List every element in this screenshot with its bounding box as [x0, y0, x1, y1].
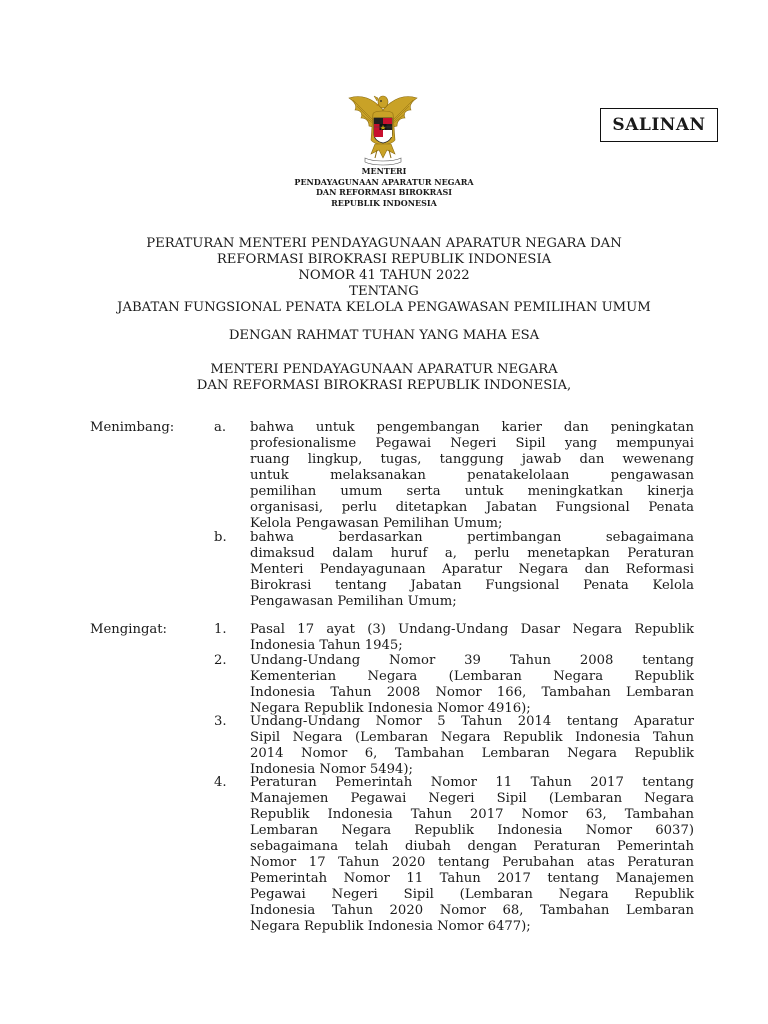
item-marker: 3.	[214, 714, 227, 729]
title-line: TENTANG	[349, 284, 419, 299]
text-line: Kementerian Negara (Lembaran Negara Republik	[250, 669, 694, 684]
issuer-line: MENTERI PENDAYAGUNAAN APARATUR NEGARA	[210, 362, 558, 377]
text-line: profesionalisme Pegawai Negeri Sipil yang mempunyai	[250, 436, 694, 451]
text-line: Kelola Pengawasan Pemilihan Umum;	[250, 516, 503, 531]
item-marker: 4.	[214, 775, 227, 790]
minister-header	[0, 166, 768, 208]
text-line: Lembaran Negara Republik Indonesia Nomor 6037)	[250, 823, 694, 838]
text-line: pemilihan umum serta untuk meningkatkan kinerja	[250, 484, 694, 499]
salinan-stamp	[600, 108, 718, 142]
text-line: Pegawai Negeri Sipil (Lembaran Negara Republik	[250, 887, 694, 902]
minister-header-line: MENTERI	[361, 166, 407, 176]
text-line: Indonesia Tahun 1945;	[250, 638, 403, 653]
text-line: Republik Indonesia Tahun 2017 Nomor 63, Tambahan	[250, 807, 694, 822]
title-line: JABATAN FUNGSIONAL PENATA KELOLA PENGAWASAN PEMILIHAN UMUM	[117, 300, 651, 315]
item-marker: b.	[214, 530, 227, 545]
text-line: Nomor 17 Tahun 2020 tentang Perubahan atas Peraturan	[250, 855, 694, 870]
title-line: NOMOR 41 TAHUN 2022	[298, 268, 470, 283]
regulation-title	[0, 236, 768, 316]
text-line: Pengawasan Pemilihan Umum;	[250, 594, 457, 609]
text-line: dimaksud dalam huruf a, perlu menetapkan Peraturan	[250, 546, 694, 561]
item-text	[250, 420, 694, 532]
menimbang-label: Menimbang:	[90, 420, 175, 435]
title-line: REFORMASI BIROKRASI REPUBLIK INDONESIA	[216, 252, 552, 267]
mengingat-label: Mengingat:	[90, 622, 168, 637]
menimbang-item-a	[214, 420, 694, 532]
item-text	[250, 714, 694, 778]
item-text	[250, 653, 694, 717]
text-line: Manajemen Pegawai Negeri Sipil (Lembaran Negara	[250, 791, 694, 806]
menimbang-item-b	[214, 530, 694, 610]
blessing-line: DENGAN RAHMAT TUHAN YANG MAHA ESA	[228, 328, 540, 343]
item-text	[250, 530, 694, 610]
text-line: 2014 Nomor 6, Tambahan Lembaran Negara Republik	[250, 746, 694, 761]
text-line: Indonesia Tahun 2008 Nomor 166, Tambahan Lembaran	[250, 685, 694, 700]
text-line: Pemerintah Nomor 11 Tahun 2017 tentang Manajemen	[250, 871, 694, 886]
issuer-line: DAN REFORMASI BIROKRASI REPUBLIK INDONESIA,	[196, 378, 572, 393]
item-marker: 2.	[214, 653, 227, 668]
text-line: Indonesia Tahun 2020 Nomor 68, Tambahan Lembaran	[250, 903, 694, 918]
garuda-pancasila-icon	[343, 88, 423, 168]
text-line: Indonesia Nomor 5494);	[250, 762, 413, 777]
mengingat-item-3	[214, 714, 694, 778]
minister-header-line: PENDAYAGUNAAN APARATUR NEGARA	[294, 176, 474, 187]
mengingat-item-1	[214, 622, 694, 654]
text-line: Peraturan Pemerintah Nomor 11 Tahun 2017 tentang	[250, 775, 694, 790]
item-text	[250, 622, 694, 654]
text-line: Menteri Pendayagunaan Aparatur Negara dan Reformasi	[250, 562, 694, 577]
text-line: ruang lingkup, tugas, tanggung jawab dan wewenang	[250, 452, 694, 467]
title-line: PERATURAN MENTERI PENDAYAGUNAAN APARATUR NEGARA DAN	[146, 236, 622, 251]
text-line: Undang-Undang Nomor 5 Tahun 2014 tentang Aparatur	[250, 714, 694, 729]
text-line: Undang-Undang Nomor 39 Tahun 2008 tentang	[250, 653, 694, 668]
text-line: Sipil Negara (Lembaran Negara Republik Indonesia Tahun	[250, 730, 694, 745]
text-line: bahwa untuk pengembangan karier dan peningkatan	[250, 420, 694, 435]
item-marker: a.	[214, 420, 227, 435]
text-line: untuk melaksanakan penatakelolaan pengawasan	[250, 468, 694, 483]
salinan-label: SALINAN	[612, 115, 706, 135]
text-line: bahwa berdasarkan pertimbangan sebagaimana	[250, 530, 694, 545]
issuer-block	[0, 362, 768, 394]
minister-header-line: DAN REFORMASI BIROKRASI	[315, 187, 453, 197]
text-line: Negara Republik Indonesia Nomor 6477);	[250, 919, 531, 934]
text-line: Pasal 17 ayat (3) Undang-Undang Dasar Negara Republik	[250, 622, 694, 637]
minister-header-line: REPUBLIK INDONESIA	[331, 197, 437, 208]
text-line: Birokrasi tentang Jabatan Fungsional Penata Kelola	[250, 578, 694, 593]
item-marker: 1.	[214, 622, 227, 637]
mengingat-item-2	[214, 653, 694, 717]
mengingat-item-4	[214, 775, 694, 935]
text-line: organisasi, perlu ditetapkan Jabatan Fungsional Penata	[250, 500, 694, 515]
text-line: sebagaimana telah diubah dengan Peraturan Pemerintah	[250, 839, 694, 854]
text-line: Negara Republik Indonesia Nomor 4916);	[250, 701, 531, 716]
item-text	[250, 775, 694, 935]
